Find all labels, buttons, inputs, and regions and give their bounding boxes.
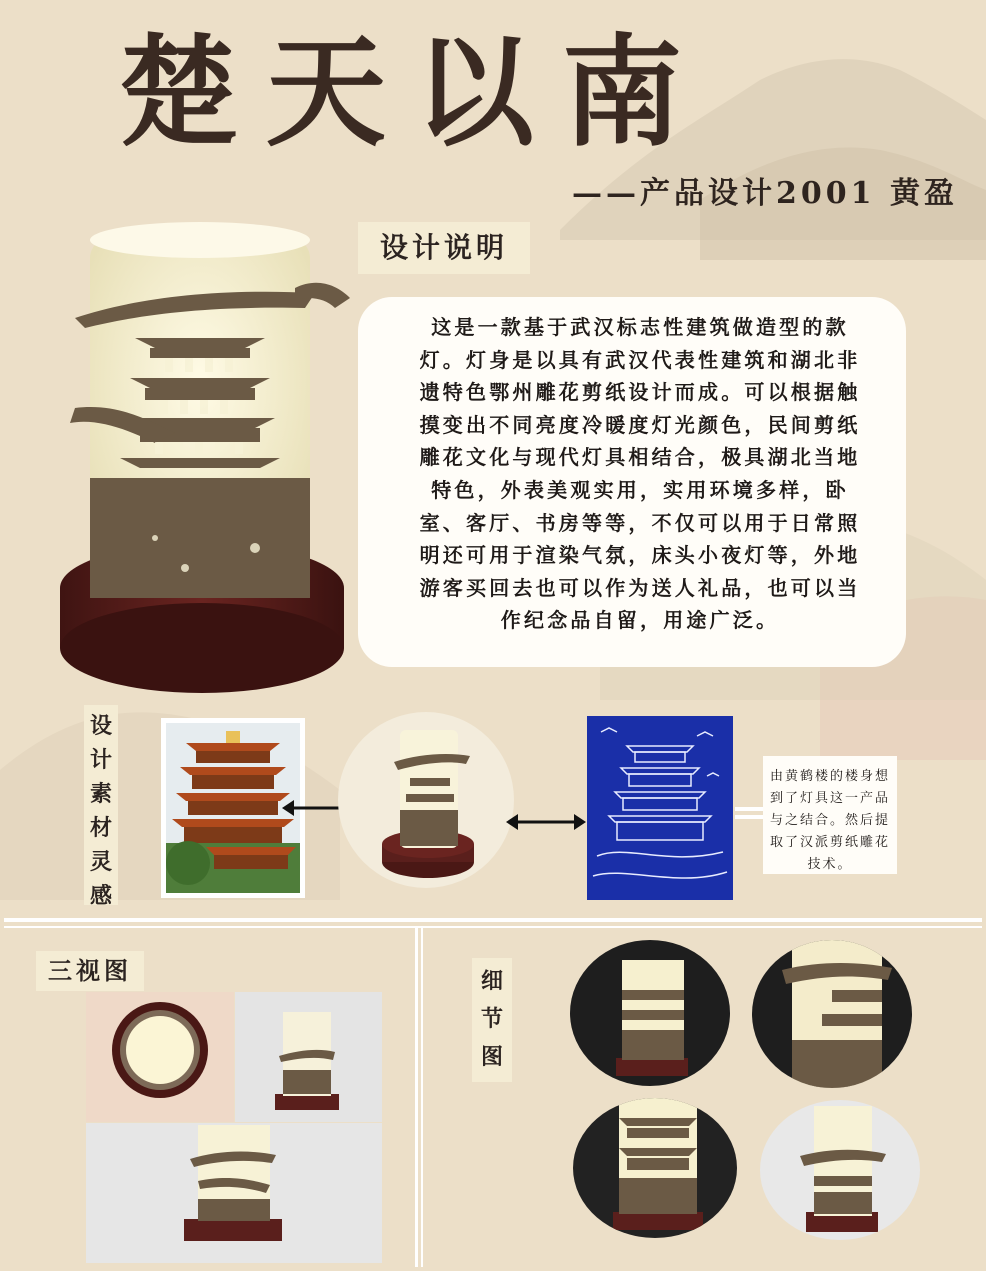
description-line: 游客买回去也可以作为送人礼品，也可以当 xyxy=(419,575,861,600)
section-divider xyxy=(421,928,423,1267)
main-lamp-render xyxy=(55,218,355,708)
details-label xyxy=(472,958,512,1082)
poster-title: 楚天以南 xyxy=(118,22,710,163)
inspiration-label-char: 材 xyxy=(89,815,112,841)
description-line: 特色，外表美观实用，实用环境多样，卧 xyxy=(431,477,849,502)
inspiration-label xyxy=(84,705,118,909)
side-view-render xyxy=(235,992,382,1122)
section-divider xyxy=(4,926,982,928)
details-label-char: 图 xyxy=(480,1044,503,1070)
description-line: 灯。灯身是以具有武汉代表性建筑和湖北非 xyxy=(419,347,861,372)
description-line: 这是一款基于武汉标志性建筑做造型的款 xyxy=(431,315,849,339)
front-view-render xyxy=(86,1123,382,1263)
inspiration-label-char: 设 xyxy=(89,713,112,739)
inspiration-label-char: 灵 xyxy=(89,849,112,875)
details-label-char: 节 xyxy=(480,1006,503,1032)
detail-image-4 xyxy=(760,1100,920,1240)
inspiration-lamp-render xyxy=(338,712,514,888)
detail-image-2 xyxy=(752,940,912,1088)
inspiration-label-char: 计 xyxy=(89,747,112,773)
three-views-label: 三视图 xyxy=(36,951,144,991)
poster-subtitle: ——产品设计2001 黄盈 xyxy=(572,176,958,211)
description-line: 遗特色鄂州雕花剪纸设计而成。可以根据触 xyxy=(419,380,861,405)
blue-papercut-image xyxy=(587,716,733,900)
details-label-char: 细 xyxy=(480,968,503,994)
inspiration-note: 由黄鹤楼的楼身想到了灯具这一产品与之结合。然后提取了汉派剪纸雕花技术。 xyxy=(763,756,897,874)
detail-image-3 xyxy=(573,1098,737,1238)
description-line: 摸变出不同亮度冷暖度灯光颜色，民间剪纸 xyxy=(419,412,861,437)
top-view-render xyxy=(86,992,234,1122)
section-divider xyxy=(4,918,982,922)
section-divider xyxy=(415,928,418,1267)
description-line: 室、客厅、书房等等，不仅可以用于日常照 xyxy=(419,510,861,535)
description-line: 雕花文化与现代灯具相结合，极具湖北当地 xyxy=(419,445,861,470)
design-description-label: 设计说明 xyxy=(358,222,530,274)
detail-image-1 xyxy=(570,940,730,1086)
inspiration-label-char: 感 xyxy=(89,883,112,909)
double-arrow-icon xyxy=(506,810,586,834)
equals-connector-icon xyxy=(735,806,763,820)
description-line: 明还可用于渲染气氛，床头小夜灯等，外地 xyxy=(419,543,861,568)
design-description-box xyxy=(358,297,906,667)
description-line: 作纪念品自留，用途广泛。 xyxy=(500,608,780,633)
inspiration-label-char: 素 xyxy=(89,781,112,807)
